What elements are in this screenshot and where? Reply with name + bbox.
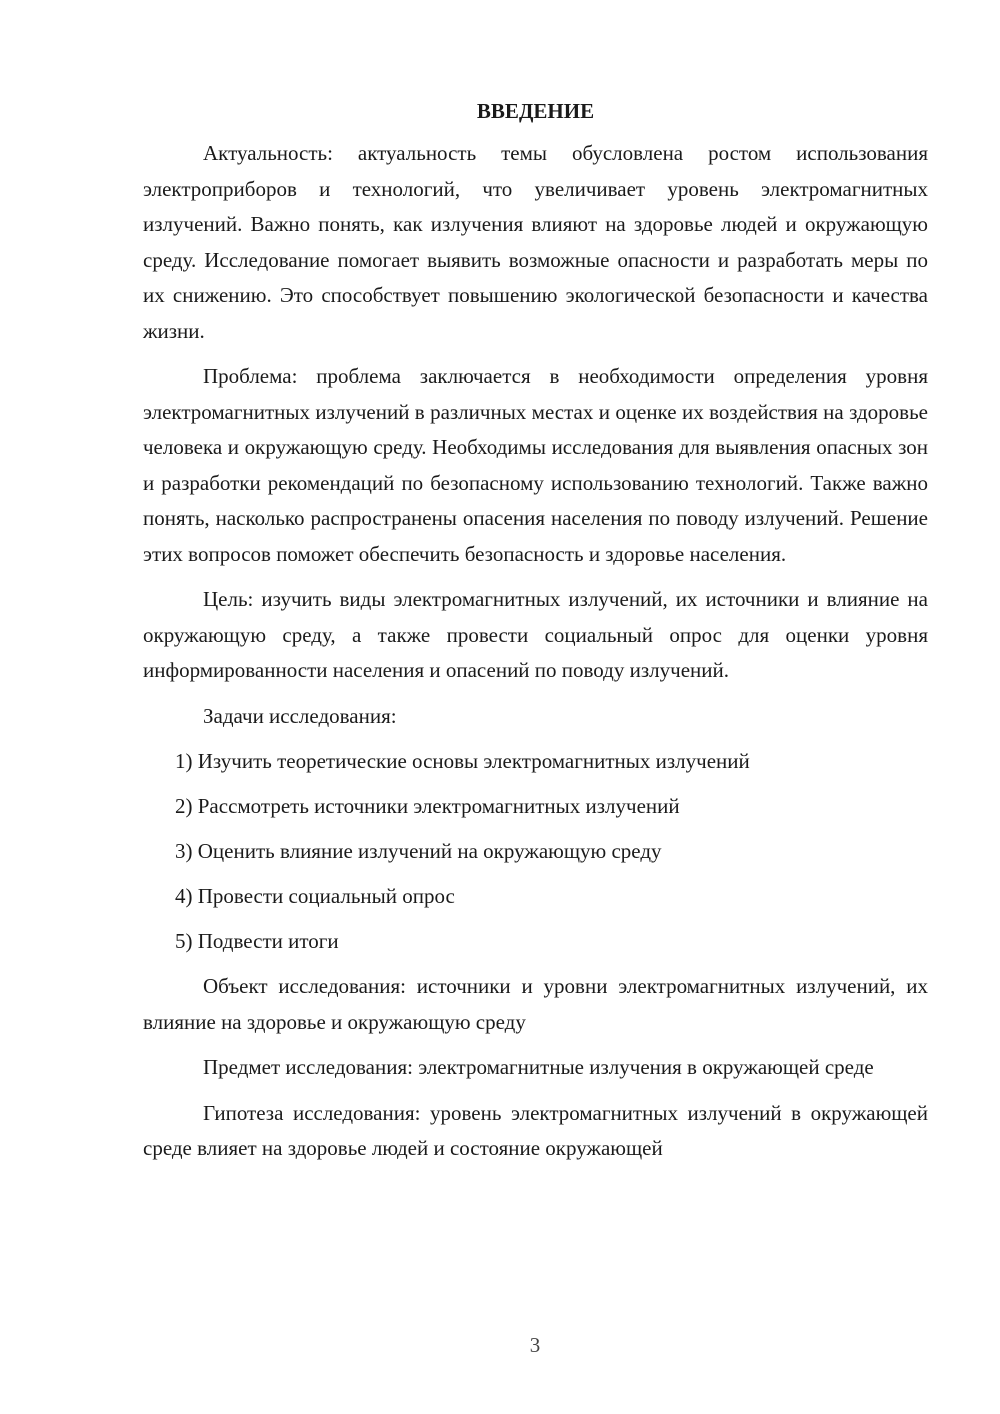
page-title: ВВЕДЕНИЕ <box>476 99 595 123</box>
paragraph-goal: Цель: изучить виды электромагнитных излучений, их источники и влияние на окружающую среду, а также провести социальный опрос для оценки уровня информированности населения и опасений по поводу излучений. <box>143 587 928 682</box>
list-item: 1) Изучить теоретические основы электромагнитных излучений <box>175 749 750 773</box>
paragraph-subject: Предмет исследования: электромагнитные излучения в окружающей среде <box>203 1055 874 1079</box>
paragraph-tasks-title: Задачи исследования: <box>203 703 397 728</box>
page-content <box>143 96 928 1177</box>
list-item: 5) Подвести итоги <box>175 929 339 953</box>
page-number: 3 <box>529 1333 541 1357</box>
paragraph-problem: Проблема: проблема заключается в необходимости определения уровня электромагнитных излучений в различных местах и оценке их воздействия на здоровье человека и окружающую среду. Необходимы исследования для выявления опасных зон и разработки рекомендаций по безопасному использованию технологий. Также важно понять, насколько распространены опасения населения по поводу излучений. Решение этих вопросов поможет обеспечить безопасность и здоровье населения. <box>143 364 928 566</box>
paragraph-hypothesis: Гипотеза исследования: уровень электромагнитных излучений в окружающей среде влияет на здоровье людей и состояние окружающей <box>143 1100 928 1160</box>
paragraph-object: Объект исследования: источники и уровни электромагнитных излучений, их влияние на здоровье и окружающую среду <box>143 974 928 1034</box>
list-item: 2) Рассмотреть источники электромагнитных излучений <box>175 794 680 818</box>
tasks-list <box>143 744 928 960</box>
list-item: 4) Провести социальный опрос <box>175 884 455 908</box>
paragraph-relevance: Актуальность: актуальность темы обусловлена ростом использования электроприборов и технологий, что увеличивает уровень электромагнитных излучений. Важно понять, как излучения влияют на здоровье людей и окружающую среду. Исследование помогает выявить возможные опасности и разработать меры по их снижению. Это способствует повышению экологической безопасности и качества жизни. <box>143 141 928 343</box>
list-item: 3) Оценить влияние излучений на окружающую среду <box>175 839 662 863</box>
